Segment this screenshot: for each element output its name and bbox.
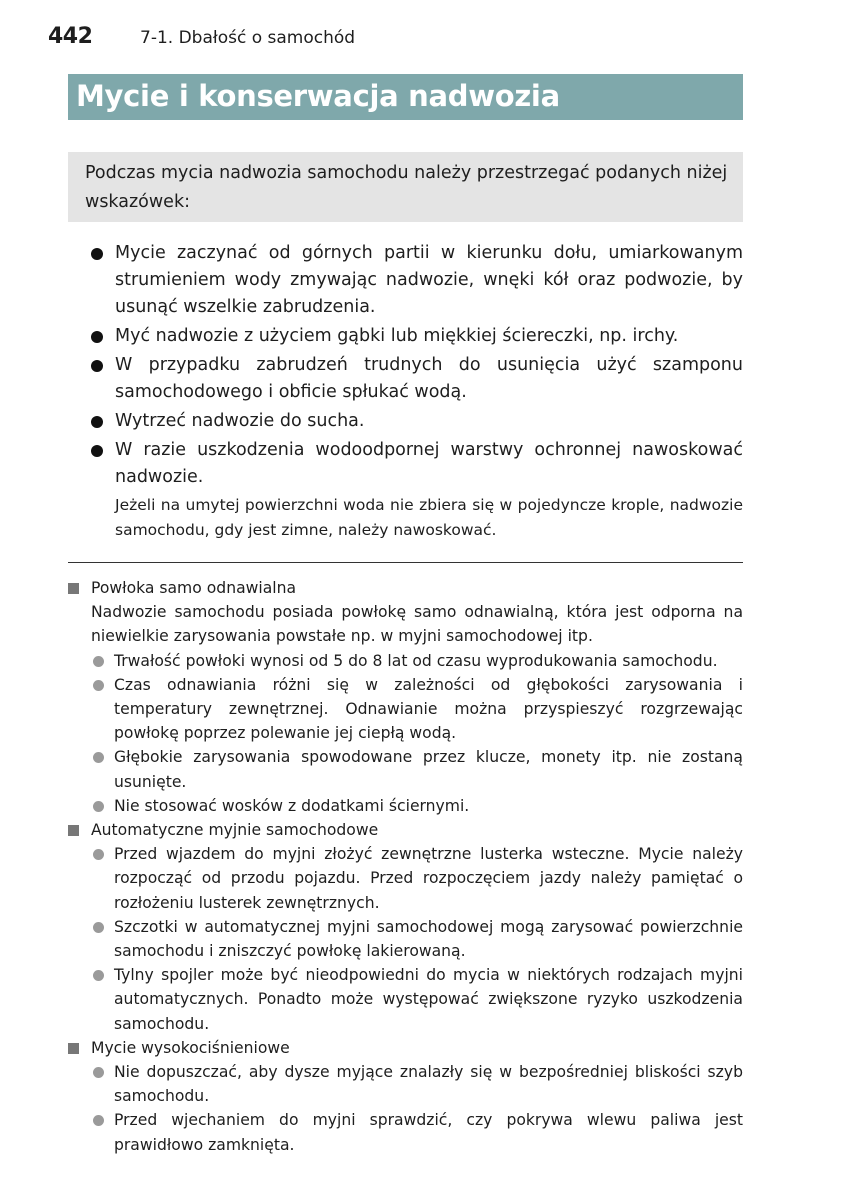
bullet-icon	[91, 416, 103, 428]
circle-bullet-icon	[93, 801, 104, 812]
bullet-icon	[91, 445, 103, 457]
note-heading-text: Mycie wysokociśnieniowe	[91, 1038, 290, 1057]
note-list-item	[68, 673, 743, 746]
circle-bullet-icon	[93, 656, 104, 667]
note-list-item	[68, 649, 743, 673]
note-list-item	[68, 1108, 743, 1156]
square-bullet-icon	[68, 1043, 79, 1054]
note-item-text: Przed wjazdem do myjni złożyć zewnętrzne lusterka wsteczne. Mycie należy rozpocząć od przodu pojazdu. Przed rozpoczęciem jazdy należy pamiętać o rozłożeniu lusterek zewnętrznych.	[114, 845, 743, 912]
note-heading	[68, 576, 743, 600]
title-bar	[68, 74, 743, 120]
note-list-item	[68, 745, 743, 793]
note-list-item	[68, 794, 743, 818]
note-heading-text: Automatyczne myjnie samochodowe	[91, 821, 379, 840]
main-item-text: W przypadku zabrudzeń trudnych do usunięcia użyć szamponu samochodowego i obficie spłukać wodą.	[115, 355, 743, 402]
circle-bullet-icon	[93, 849, 104, 860]
note-list-item	[68, 915, 743, 963]
circle-bullet-icon	[93, 1067, 104, 1078]
main-list	[90, 240, 743, 543]
page-header	[48, 24, 748, 54]
circle-bullet-icon	[93, 752, 104, 763]
circle-bullet-icon	[93, 970, 104, 981]
note-item-text: Czas odnawiania różni się w zależności od głębokości zarysowania i temperatury zewnętrznej. Odnawianie można przyspieszyć rozgrzewając powłokę poprzez polewanie jej ciepłą wodą.	[114, 675, 743, 743]
note-item-text: Nie dopuszczać, aby dysze myjące znalazły się w bezpośredniej bliskości szyb samochodu.	[114, 1063, 743, 1106]
note-item-text: Szczotki w automatycznej myjni samochodowej mogą zarysować powierzchnie samochodu i zniszczyć powłokę lakierowaną.	[114, 917, 743, 961]
note-list-item	[68, 842, 743, 915]
note-heading	[68, 818, 743, 842]
page-number: 442	[48, 24, 93, 49]
bullet-icon	[91, 360, 103, 372]
main-note: Jeżeli na umytej powierzchni woda nie zbiera się w pojedyncze krople, nadwozie samochodu, gdy jest zimne, należy nawoskować.	[115, 496, 743, 539]
main-list-item	[90, 437, 743, 491]
note-item-text: Trwałość powłoki wynosi od 5 do 8 lat od czasu wyprodukowania samochodu.	[114, 651, 718, 670]
note-item-text: Tylny spojler może być nieodpowiedni do mycia w niektórych rodzajach myjni automatycznych. Ponadto może występować zwiększone ryzyko uszkodzenia samochodu.	[114, 966, 743, 1033]
square-bullet-icon	[68, 583, 79, 594]
main-item-text: Wytrzeć nadwozie do sucha.	[115, 411, 365, 431]
intro-box: Podczas mycia nadwozia samochodu należy przestrzegać podanych niżej wskazówek:	[68, 152, 743, 222]
section-label: 7-1. Dbałość o samochód	[140, 28, 356, 48]
page-title: Mycie i konserwacja nadwozia	[76, 79, 560, 113]
main-list-item	[90, 408, 743, 435]
square-bullet-icon	[68, 825, 79, 836]
notes-section	[68, 576, 743, 1157]
main-list-item	[90, 323, 743, 350]
note-heading-text: Powłoka samo odnawialna	[91, 579, 297, 597]
note-list-item	[68, 1060, 743, 1108]
circle-bullet-icon	[93, 1115, 104, 1126]
note-list-item	[68, 963, 743, 1036]
note-paragraph: Nadwozie samochodu posiada powłokę samo odnawialną, która jest odporna na niewielkie zarysowania powstałe np. w myjni samochodowej itp.	[91, 603, 743, 646]
bullet-icon	[91, 331, 103, 343]
note-item-text: Nie stosować wosków z dodatkami ściernymi.	[114, 796, 470, 815]
note-heading	[68, 1036, 743, 1060]
main-list-item	[90, 352, 743, 406]
main-list-item	[90, 240, 743, 321]
main-item-text: Myć nadwozie z użyciem gąbki lub miękkiej ściereczki, np. irchy.	[115, 326, 679, 346]
section-divider	[68, 562, 743, 563]
main-item-text: W razie uszkodzenia wodoodpornej warstwy ochronnej nawoskować nadwozie.	[115, 440, 743, 487]
bullet-icon	[91, 248, 103, 260]
note-item-text: Przed wjechaniem do myjni sprawdzić, czy pokrywa wlewu paliwa jest prawidłowo zamknięta.	[114, 1111, 743, 1154]
circle-bullet-icon	[93, 680, 104, 691]
note-item-text: Głębokie zarysowania spowodowane przez klucze, monety itp. nie zostaną usunięte.	[114, 748, 743, 791]
main-item-text: Mycie zaczynać od górnych partii w kierunku dołu, umiarkowanym strumieniem wody zmywając nadwozie, wnęki kół oraz podwozie, by usunąć wszelkie zabrudzenia.	[115, 243, 743, 317]
circle-bullet-icon	[93, 922, 104, 933]
